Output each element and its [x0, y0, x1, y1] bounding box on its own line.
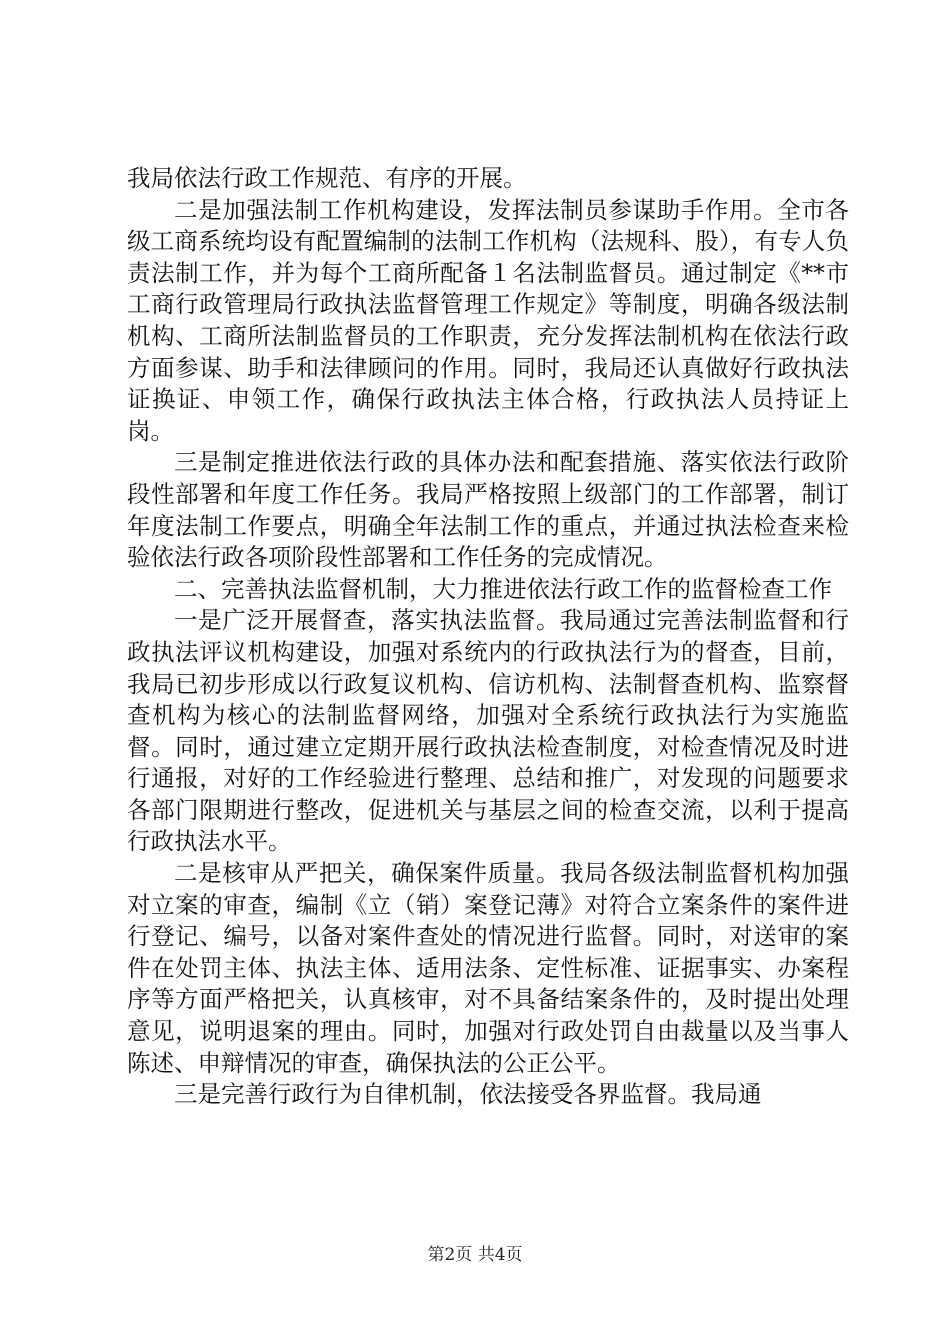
paragraph: 二是加强法制工作机构建设，发挥法制员参谋助手作用。全市各级工商系统均设有配置编制的法制工作机构（法规科、股），有专人负责法制工作，并为每个工商所配备１名法制监督员。通过制定《**市工商行政管理局行政执法监督管理工作规定》等制度，明确各级法制机构、工商所法制监督员的工作职责，充分发挥法制机构在依法行政方面参谋、助手和法律顾问的作用。同时，我局还认真做好行政执法证换证、申领工作，确保行政执法主体合格，行政执法人员持证上岗。	[127, 195, 849, 445]
paragraph: 二是核审从严把关，确保案件质量。我局各级法制监督机构加强对立案的审查，编制《立（销）案登记薄》对符合立案条件的案件进行登记、编号，以备对案件查处的情况进行监督。同时，对送审的案件在处罚主体、执法主体、适用法条、定性标准、证据事实、办案程序等方面严格把关，认真核审，对不具备结案条件的，及时提出处理意见，说明退案的理由。同时，加强对行政处罚自由裁量以及当事人陈述、申辩情况的审查，确保执法的公正公平。	[127, 859, 849, 1077]
paragraph: 三是制定推进依法行政的具体办法和配套措施、落实依法行政阶段性部署和年度工作任务。我局严格按照上级部门的工作部署，制订年度法制工作要点，明确全年法制工作的重点，并通过执法检查来检验依法行政各项阶段性部署和工作任务的完成情况。	[127, 448, 849, 572]
paragraph: 三是完善行政行为自律机制，依法接受各界监督。我局通	[174, 1080, 762, 1109]
page-number-footer: 第2页 共4页	[427, 1245, 523, 1265]
paragraph: 一是广泛开展督查，落实执法监督。我局通过完善法制监督和行政执法评议机构建设，加强对系统内的行政执法行为的督查，目前，我局已初步形成以行政复议机构、信访机构、法制督查机构、监察督查机构为核心的法制监督网络，加强对全系统行政执法行为实施监督。同时，通过建立定期开展行政执法检查制度，对检查情况及时进行通报，对好的工作经验进行整理、总结和推广，对发现的问题要求各部门限期进行整改，促进机关与基层之间的检查交流，以利于提高行政执法水平。	[127, 606, 849, 856]
paragraph: 我局依法行政工作规范、有序的开展。	[127, 164, 527, 192]
section-heading: 二、完善执法监督机制，大力推进依法行政工作的监督检查工作	[174, 574, 832, 603]
document-body	[127, 163, 849, 1111]
